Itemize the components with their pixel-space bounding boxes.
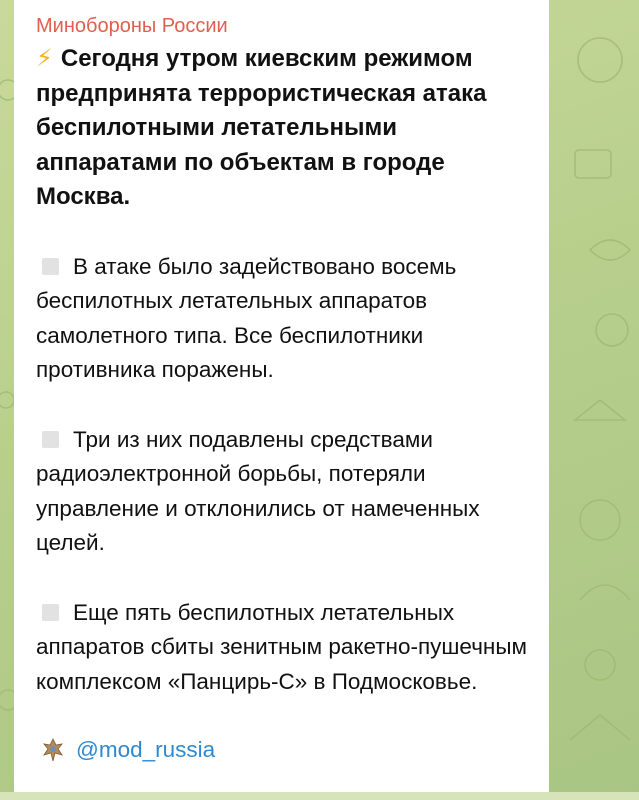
lightning-icon: ⚡ <box>36 45 53 72</box>
paragraph-3-text: Еще пять беспилотных летательных аппаратов сбиты зенитным ракетно-пушечным комплексом «Панцирь-С» в Подмосковье. <box>36 599 527 694</box>
headline-text: Сегодня утром киевским режимом предпринята террористическая атака беспилотными летательными аппаратами по объектам в городе Москва. <box>36 45 487 210</box>
paragraph-2-text: Три из них подавлены средствами радиоэлектронной борьбы, потеряли управление и отклонились от намеченных целей. <box>36 426 480 555</box>
post-footer <box>36 737 529 763</box>
mod-emblem-icon <box>42 738 64 762</box>
gray-square-icon <box>42 431 59 448</box>
paragraph-1 <box>36 250 529 388</box>
gray-square-icon <box>42 604 59 621</box>
channel-link[interactable]: @mod_russia <box>76 737 216 762</box>
gray-square-icon <box>42 258 59 275</box>
headline <box>36 42 529 215</box>
channel-name[interactable]: Минобороны России <box>36 15 228 37</box>
reaction-bar-strip <box>0 792 639 800</box>
paragraph-1-text: В атаке было задействовано восемь беспилотных летательных аппаратов самолетного типа. Все беспилотники противника поражены. <box>36 253 457 382</box>
paragraph-2 <box>36 423 529 561</box>
paragraph-3 <box>36 596 529 700</box>
message-bubble <box>14 0 549 800</box>
